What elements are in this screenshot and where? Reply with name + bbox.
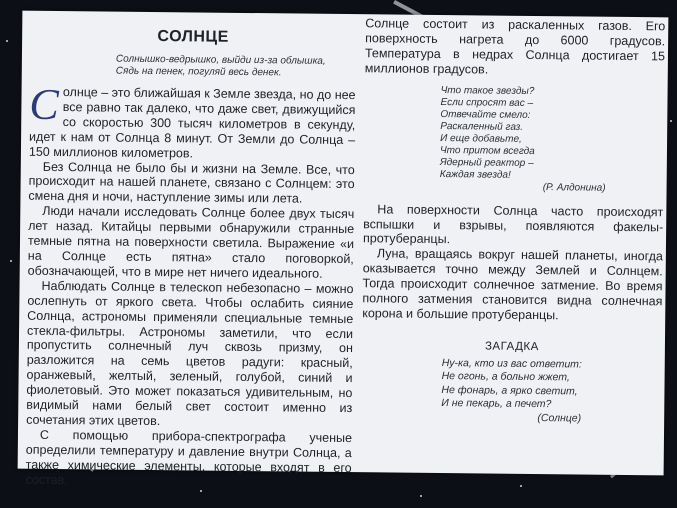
paragraph: С помощью прибора-спектрографа ученые определили температуру и давление внутри Солнца, а также химические элементы, которые входят в его состав.	[25, 427, 353, 487]
poem-line: Ядерный реактор –	[439, 156, 534, 169]
article-card	[18, 11, 669, 487]
riddle-line: Ну-ка, кто из вас ответит:	[441, 356, 582, 371]
poem-line: Каждая звезда!	[439, 168, 511, 181]
paragraph: Без Солнца не было бы и жизни на Земле. Все, что происходит на нашей планете, связано с Солнцем: это смена дня и ночи, наступление зимы или лета.	[28, 159, 355, 206]
epigraph	[116, 54, 356, 81]
background-star	[520, 485, 522, 487]
riddle-line: Не огонь, а больно жжет,	[441, 370, 570, 384]
epigraph-line: Солнышко-ведрышко, выйди из-за облышка,	[115, 53, 326, 67]
paragraph-text: олнце – это ближайшая к Земле звезда, но до нее все равно так далеко, что даже свет, движущийся со скоростью 300 тысяч километров в секунду, идет к нам от Солнца 8 минут. От Земли до Солнца – 150 миллионов километров.	[28, 85, 356, 161]
background-star	[10, 260, 12, 262]
paragraph: Луна, вращаясь вокруг нашей планеты, иногда оказывается точно между Землей и Солнцем. Тогда происходит солнечное затмение. Во время полного затмения становится видна солнечная корона и большие протуберанцы.	[362, 246, 663, 323]
poem-line: Что притом всегда	[439, 144, 535, 157]
poem-line: И еще добавьте,	[440, 132, 522, 145]
epigraph-line: Сядь на пенек, погуляй весь денек.	[115, 65, 282, 79]
poem	[440, 85, 665, 195]
poem-author: (Р. Алдонина)	[542, 181, 606, 194]
riddle-title: ЗАГАДКА	[484, 340, 539, 353]
riddle-line: И не пекарь, а печет?	[441, 397, 552, 411]
poem-line: Раскаленный газ.	[440, 120, 524, 133]
background-star	[420, 495, 422, 497]
dropcap-letter: С	[29, 79, 60, 130]
left-column	[25, 25, 356, 491]
paragraph: Наблюдать Солнце в телескоп небезопасно – можно ослепнуть от яркого света. Чтобы ослабить сияние Солнца, астрономы применяли специальные темные стекла-фильтры. Астрономы заметили, что если пропустить солнечный луч сквозь призму, он разложится на семь цветов радуги: красный, оранжевый, желтый, зеленый, голубой, синий и фиолетовый. Это может показаться удивительным, но видимый нами белый свет состоит именно из сочетания этих цветов.	[26, 278, 354, 429]
poem-line: Если спросят вас –	[440, 96, 534, 109]
page-title: СОЛНЦЕ	[157, 28, 229, 46]
background-star	[200, 490, 202, 492]
paragraph: Люди начали исследовать Солнце более двух тысяч лет назад. Китайцы первыми обнаружили странные темные пятна на поверхности светила. Выражение «и на Солнце есть пятна» стало поговоркой, обозначающей, что в мире нет ничего идеального.	[27, 204, 355, 281]
background-star	[670, 120, 672, 122]
background-star	[6, 40, 8, 42]
poem-line: Что такое звезды?	[440, 84, 535, 97]
paragraph: Солнце состоит из раскаленных газов. Его поверхность нагрета до 6000 градусов. Температура в недрах Солнца достигает 15 миллионов градусов.	[364, 16, 666, 77]
right-column	[361, 16, 665, 426]
riddle-line: Не фонарь, а ярко светит,	[441, 383, 578, 398]
paragraph	[28, 79, 356, 163]
paragraph: На поверхности Солнца часто происходят вспышки и взрывы, появляются факелы-протуберанцы.	[362, 201, 664, 247]
riddle-answer: (Солнце)	[537, 411, 582, 425]
poem-line: Отвечайте смело:	[440, 108, 531, 121]
riddle	[441, 357, 662, 427]
